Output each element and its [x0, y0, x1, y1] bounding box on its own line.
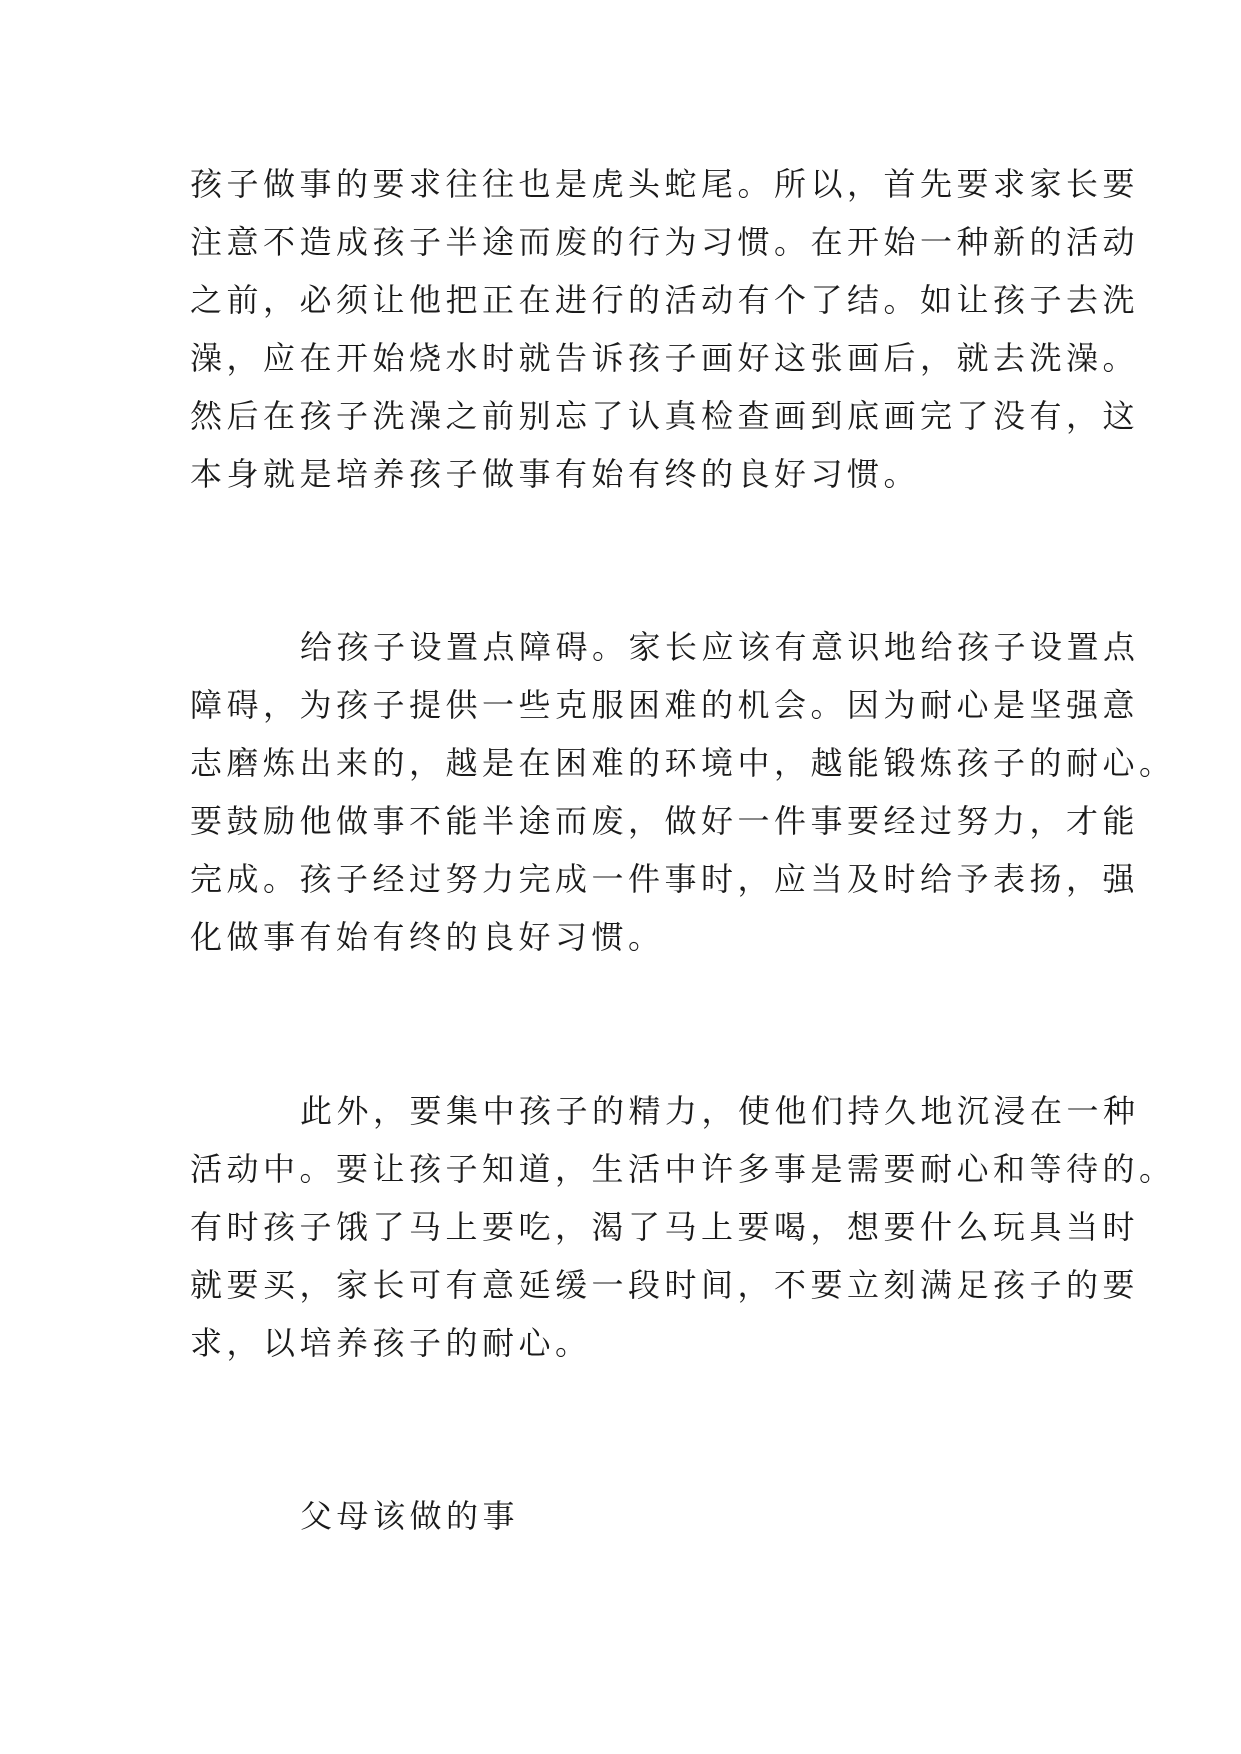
paragraph-line: 给孩子设置点障碍。家长应该有意识地给孩子设置点 [300, 628, 1140, 666]
paragraph-line: 求，以培养孩子的耐心。 [190, 1324, 592, 1362]
paragraph-line: 之前，必须让他把正在进行的活动有个了结。如让孩子去洗 [190, 281, 1140, 319]
paragraph-line: 孩子做事的要求往往也是虎头蛇尾。所以，首先要求家长要 [190, 165, 1140, 203]
paragraph-line: 澡，应在开始烧水时就告诉孩子画好这张画后，就去洗澡。 [190, 339, 1140, 377]
paragraph-line: 此外，要集中孩子的精力，使他们持久地沉浸在一种 [300, 1092, 1140, 1130]
paragraph-line: 就要买，家长可有意延缓一段时间，不要立刻满足孩子的要 [190, 1266, 1140, 1304]
paragraph-line: 活动中。要让孩子知道，生活中许多事是需要耐心和等待的。 [190, 1150, 1176, 1188]
paragraph-line: 注意不造成孩子半途而废的行为习惯。在开始一种新的活动 [190, 223, 1140, 261]
section-heading: 父母该做的事 [300, 1497, 520, 1535]
paragraph-line: 然后在孩子洗澡之前别忘了认真检查画到底画完了没有，这 [190, 397, 1140, 435]
paragraph-line: 本身就是培养孩子做事有始有终的良好习惯。 [190, 455, 921, 493]
paragraph-line: 完成。孩子经过努力完成一件事时，应当及时给予表扬，强 [190, 860, 1140, 898]
paragraph-line: 化做事有始有终的良好习惯。 [190, 918, 665, 956]
paragraph-line: 障碍，为孩子提供一些克服困难的机会。因为耐心是坚强意 [190, 686, 1140, 724]
paragraph-line: 有时孩子饿了马上要吃，渴了马上要喝，想要什么玩具当时 [190, 1208, 1140, 1246]
paragraph-line: 要鼓励他做事不能半途而废，做好一件事要经过努力，才能 [190, 802, 1140, 840]
paragraph-line: 志磨炼出来的，越是在困难的环境中，越能锻炼孩子的耐心。 [190, 744, 1176, 782]
